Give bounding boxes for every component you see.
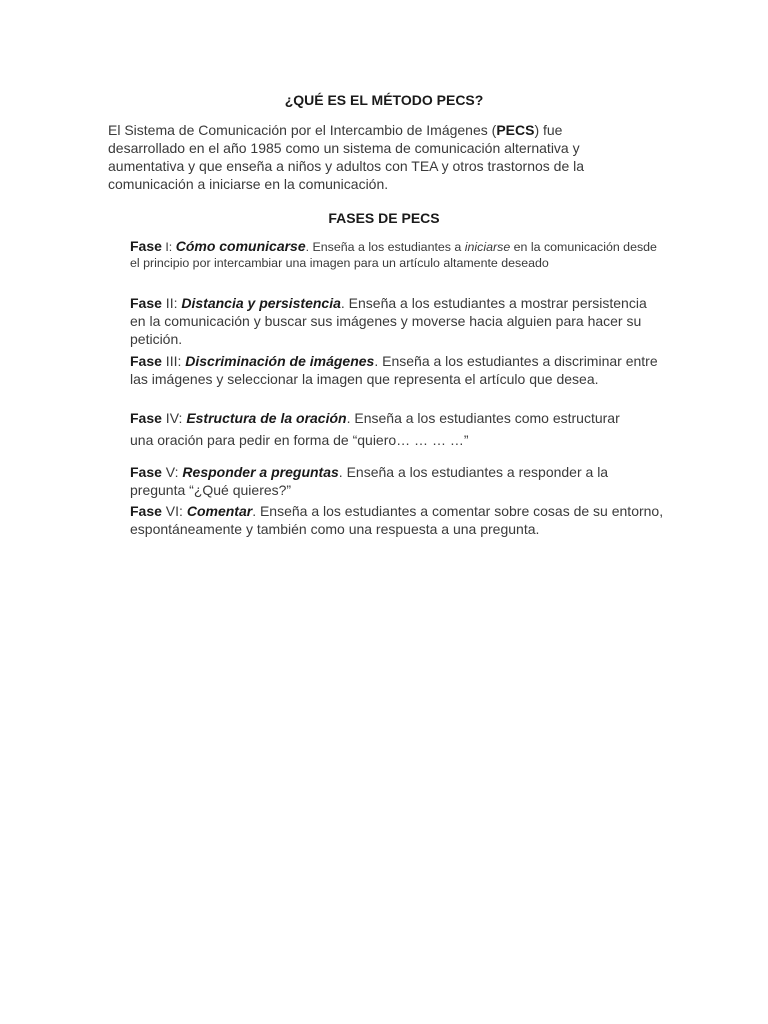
phases-heading: FASES DE PECS xyxy=(328,210,440,226)
phase-item xyxy=(130,502,665,538)
phase-name: Distancia y persistencia xyxy=(181,295,341,311)
phase-name: Cómo comunicarse xyxy=(175,238,306,254)
phase-name: Estructura de la oración xyxy=(186,410,347,426)
phase-description: . Enseña a los estudiantes a mostrar persistencia en la comunicación y buscar sus imágenes y moverse hacia alguien para hacer su petición. xyxy=(130,295,647,347)
intro-paragraph xyxy=(108,121,643,193)
phase-description: . Enseña a los estudiantes a comentar sobre cosas de su entorno, espontáneamente y también como una respuesta a una pregunta. xyxy=(130,503,664,537)
phase-name: Comentar xyxy=(186,503,253,519)
phase-item xyxy=(130,238,670,271)
phase-description-line2: una oración para pedir en forma de “quiero… … … …” xyxy=(130,432,469,448)
phase-description: . Enseña a los estudiantes como estructurar xyxy=(346,410,620,426)
phase-name: Responder a preguntas xyxy=(182,464,339,480)
document-title: ¿QUÉ ES EL MÉTODO PECS? xyxy=(284,92,484,108)
phase-item xyxy=(130,352,665,388)
phase-number: IV: xyxy=(161,410,187,426)
phase-name: Discriminación de imágenes xyxy=(185,353,375,369)
phase-description: . Enseña a los estudiantes a responder a la pregunta “¿Qué quieres?” xyxy=(130,464,609,498)
phase-number: II: xyxy=(161,295,182,311)
intro-text-after: ) fue desarrollado en el año 1985 como un sistema de comunicación alternativa y aumentativa y que enseña a niños y adultos con TEA y otros trastornos de la comunicación a iniciarse en la comunicación. xyxy=(108,122,585,192)
phase-description: . Enseña a los estudiantes a discriminar entre las imágenes y seleccionar la imagen que representa el artículo que desea. xyxy=(130,353,658,387)
phase-item xyxy=(130,409,665,449)
phase-description-end: en la comunicación desde el principio por intercambiar una imagen para un artículo altamente deseado xyxy=(130,240,657,270)
phase-number: V: xyxy=(161,464,183,480)
phase-description-italic: iniciarse xyxy=(464,240,511,254)
phase-label: Fase xyxy=(130,410,162,426)
phase-label: Fase xyxy=(130,464,162,480)
phase-item xyxy=(130,294,665,348)
phase-label: Fase xyxy=(130,353,162,369)
phase-item xyxy=(130,463,665,499)
phase-number: VI: xyxy=(161,503,187,519)
phase-label: Fase xyxy=(130,295,162,311)
intro-text-before: El Sistema de Comunicación por el Intercambio de Imágenes ( xyxy=(108,122,497,138)
phase-label: Fase xyxy=(130,238,162,254)
phase-number: III: xyxy=(161,353,186,369)
phase-label: Fase xyxy=(130,503,162,519)
phase-description: . Enseña a los estudiantes a xyxy=(305,240,465,254)
phase-number: I: xyxy=(161,240,176,254)
intro-pecs-bold: PECS xyxy=(496,122,535,138)
